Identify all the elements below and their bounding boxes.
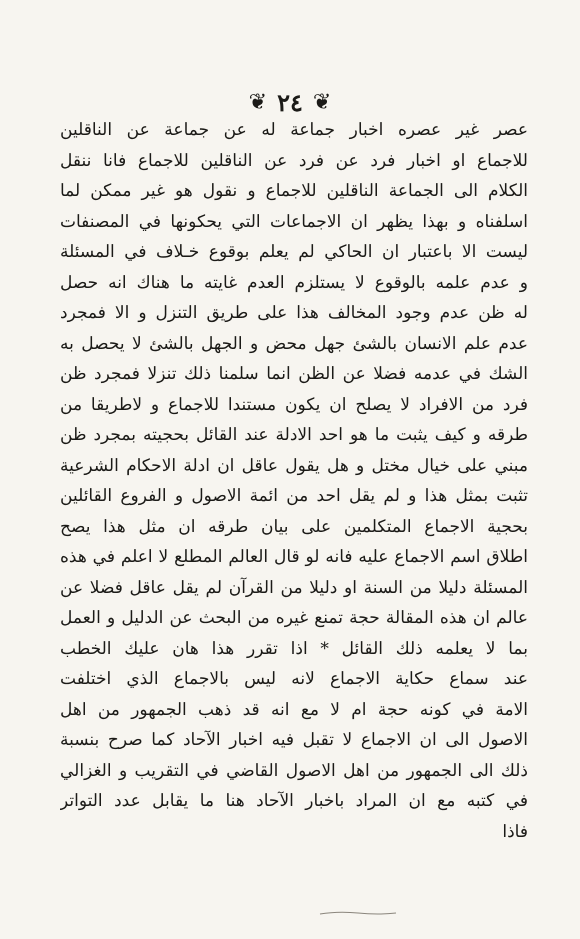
page-number: ٢٤	[277, 88, 303, 117]
text-line: الامة في كونه حجة ام لا مع انه قد ذهب الجمهور من اهل	[60, 699, 528, 720]
text-line: ليست الا باعتبار ان الحاكي لم يعلم بوقوع خـلاف في المسئلة	[60, 242, 528, 262]
text-line: بحجية الاجماع المتكلمين على بيان طرقه ان مثل هذا يصح	[60, 516, 528, 537]
text-line: اطلاق اسم الاجماع عليه فانه لو قال العالم المطلع لا اعلم في هذه	[60, 547, 528, 567]
scan-mark	[318, 909, 398, 917]
text-line: و عدم علمه بالوقوع لا يستلزم العدم غايته ما هناك انه حصل	[60, 272, 528, 293]
text-line: عصر غير عصره اخبار جماعة له عن جماعة عن الناقلين	[60, 120, 528, 140]
text-line: ذلك الى الجمهور من اهل الاصول القاضي في التقريب و الغزالي	[60, 760, 528, 781]
text-line: فرد من الافراد لا يصلح ان يكون مستندا للاجماع و لاطريقا من	[60, 394, 528, 415]
text-line: بما لا يعلمه ذلك القائل * اذا تقرر هذا هان عليك الخطب	[60, 638, 528, 659]
text-line: تثبت بمثل هذا و لم يقل احد من ائمة الاصول و الفروع القائلين	[60, 486, 528, 506]
text-line: الكلام الى الجماعة الناقلين للاجماع و نقول هو غير ممكن لما	[60, 181, 528, 201]
text-line: المسئلة دليلا من السنة او دليلا من القرآن لم يقل عاقل فضلا عن	[60, 577, 528, 598]
ornament-left-icon: ❦	[248, 90, 268, 115]
text-line: عند سماع حكاية الاجماع لانه ليس بالاجماع الذي اختلفت	[60, 669, 528, 689]
text-line: عالم ان هذه المقالة حجة تمنع غيره من البحث عن الدليل و العمل	[60, 608, 528, 628]
text-line: في كتبه مع ان المراد باخبار الآحاد هنا ما يقابل عدد التواتر	[60, 791, 528, 811]
page-header	[0, 88, 580, 117]
text-line: للاجماع او اخبار فرد عن فرد عن الناقلين للاجماع فانا ننقل	[60, 150, 528, 171]
text-line: مبني على خيال مختل و هل يقول عاقل ان ادلة الاحكام الشرعية	[60, 455, 528, 476]
text-line: له ظن عدم وجود المخالف هذا على طريق التنزل و الا فمجرد	[60, 303, 528, 323]
ornament-right-icon: ❦	[312, 90, 332, 115]
text-line: الشك في عدمه فضلا عن الظن انما سلمنا ذلك تنزلا فمجرد ظن	[60, 364, 528, 384]
catchword: فاذا	[502, 821, 528, 842]
text-line: الاصول الى ان الاجماع لا تقبل فيه اخبار الآحاد كما صرح بنسبة	[60, 730, 528, 750]
text-line: طرقه و كيف يثبت ما هو احد الادلة عند القائل بحجيته بمجرد ظن	[60, 425, 528, 445]
text-line: اسلفناه و بهذا يظهر ان الاجماعات التي يحكونها في المصنفات	[60, 211, 528, 232]
body-text	[60, 115, 528, 847]
text-line: عدم علم الانسان بالشئ جهل محض و الجهل بالشئ لا يحصل به	[60, 333, 528, 354]
